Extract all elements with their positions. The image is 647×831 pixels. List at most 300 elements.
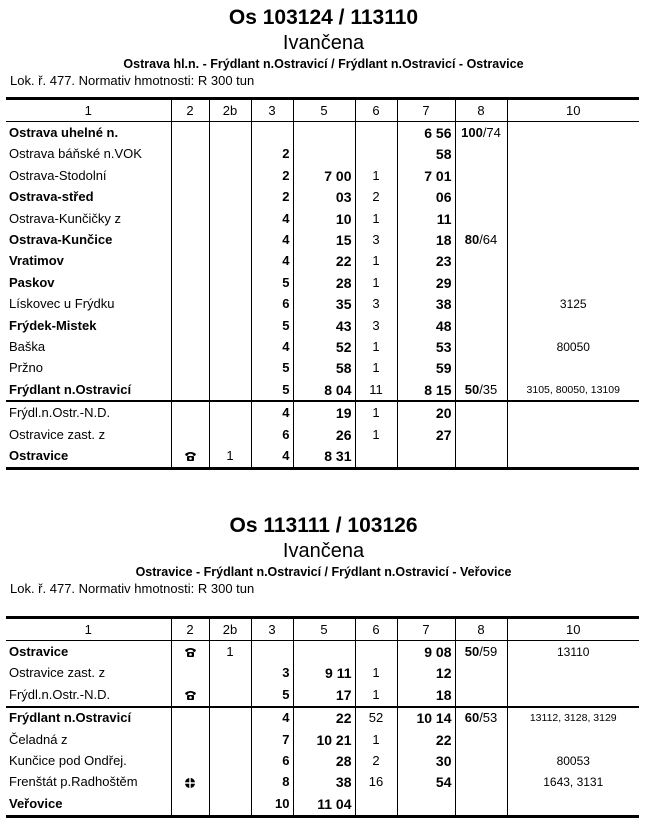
connection-notes-cell bbox=[507, 729, 639, 750]
stop-duration-cell bbox=[355, 144, 397, 165]
arrival-time-cell: 22 bbox=[293, 707, 355, 729]
speed-cell bbox=[455, 707, 507, 729]
column-2-cell bbox=[171, 707, 209, 729]
station-name bbox=[6, 663, 171, 684]
speed-min: /35 bbox=[479, 381, 498, 397]
arrival-time-cell bbox=[293, 144, 355, 165]
stop-duration-cell bbox=[355, 122, 397, 144]
table-row bbox=[6, 251, 639, 272]
station-label: Frýdek-Mistek bbox=[9, 317, 97, 333]
speed-max: 100 bbox=[461, 125, 483, 141]
station-name bbox=[6, 684, 171, 706]
stop-duration-cell: 1 bbox=[355, 401, 397, 423]
station-label: Frýdl.n.Ostr.-N.D. bbox=[9, 405, 111, 421]
arrival-time-cell: 43 bbox=[293, 315, 355, 336]
column-header: 3 bbox=[251, 618, 293, 641]
column-2-cell bbox=[171, 379, 209, 401]
column-2-cell bbox=[171, 294, 209, 315]
station-label: Ostravice bbox=[9, 644, 69, 660]
station-name bbox=[6, 315, 171, 336]
column-2-cell bbox=[171, 401, 209, 423]
column-2b-cell bbox=[209, 208, 251, 229]
speed-cell bbox=[455, 379, 507, 401]
header-row bbox=[6, 618, 639, 641]
run-time-cell: 8 bbox=[251, 772, 293, 793]
departure-time-cell: 27 bbox=[397, 424, 455, 445]
column-header: 6 bbox=[355, 618, 397, 641]
column-header: 10 bbox=[507, 99, 639, 122]
departure-time-cell: 23 bbox=[397, 251, 455, 272]
column-2-cell bbox=[171, 358, 209, 379]
column-2b-cell bbox=[209, 294, 251, 315]
speed-cell bbox=[455, 793, 507, 816]
arrival-time-cell: 7 00 bbox=[293, 165, 355, 186]
column-2-cell bbox=[171, 165, 209, 186]
connection-notes-cell bbox=[507, 144, 639, 165]
departure-time-cell: 7 01 bbox=[397, 165, 455, 186]
run-time-cell: 2 bbox=[251, 144, 293, 165]
speed-max: 50 bbox=[464, 381, 480, 397]
run-time-cell: 3 bbox=[251, 663, 293, 684]
column-2b-cell bbox=[209, 707, 251, 729]
run-time-cell: 7 bbox=[251, 729, 293, 750]
stop-duration-cell: 1 bbox=[355, 684, 397, 706]
column-header: 6 bbox=[355, 99, 397, 122]
station-label: Ostrava-Stodolní bbox=[9, 167, 107, 183]
arrival-time-cell: 03 bbox=[293, 187, 355, 208]
train-number-title: Os 113111 / 103126 bbox=[229, 514, 418, 537]
speed-min: /64 bbox=[479, 232, 498, 248]
arrival-time-cell: 26 bbox=[293, 424, 355, 445]
speed-cell bbox=[455, 122, 507, 144]
timetable-table bbox=[6, 97, 639, 470]
station-name bbox=[6, 445, 171, 468]
stop-duration-cell: 1 bbox=[355, 208, 397, 229]
departure-time-cell: 18 bbox=[397, 229, 455, 250]
station-label: Ostrava-střed bbox=[9, 189, 94, 205]
station-label: Frýdlant n.Ostravicí bbox=[9, 710, 132, 726]
station-name bbox=[6, 229, 171, 250]
run-time-cell: 6 bbox=[251, 424, 293, 445]
train-name: Ivančena bbox=[282, 540, 365, 562]
station-name bbox=[6, 729, 171, 750]
arrival-time-cell: 9 11 bbox=[293, 663, 355, 684]
departure-time-cell: 58 bbox=[397, 144, 455, 165]
connection-notes-cell: 3105, 80050, 13109 bbox=[507, 379, 639, 401]
station-name bbox=[6, 424, 171, 445]
connection-notes-cell bbox=[507, 684, 639, 706]
column-2b-cell bbox=[209, 358, 251, 379]
connection-notes-cell: 80053 bbox=[507, 750, 639, 771]
run-time-cell: 4 bbox=[251, 208, 293, 229]
departure-time-cell: 12 bbox=[397, 663, 455, 684]
connection-notes-cell bbox=[507, 122, 639, 144]
column-2-cell bbox=[171, 187, 209, 208]
connection-notes-cell bbox=[507, 445, 639, 468]
station-label: Kunčice pod Ondřej. bbox=[9, 753, 127, 769]
arrival-time-cell: 15 bbox=[293, 229, 355, 250]
timetable-section-2 bbox=[0, 514, 647, 812]
column-header: 8 bbox=[455, 618, 507, 641]
connection-notes-cell bbox=[507, 315, 639, 336]
speed-cell bbox=[455, 401, 507, 423]
speed-cell bbox=[455, 729, 507, 750]
column-2b-cell bbox=[209, 684, 251, 706]
station-label: Frýdlant n.Ostravicí bbox=[9, 381, 132, 397]
station-name bbox=[6, 294, 171, 315]
column-2b-cell bbox=[209, 229, 251, 250]
departure-time-cell: 9 08 bbox=[397, 641, 455, 663]
column-2-cell bbox=[171, 750, 209, 771]
stop-duration-cell: 3 bbox=[355, 294, 397, 315]
locomotive-info: Lok. ř. 477. Normativ hmotnosti: R 300 tun bbox=[10, 581, 255, 596]
stop-duration-cell: 1 bbox=[355, 272, 397, 293]
connection-notes-cell: 1643, 3131 bbox=[507, 772, 639, 793]
table-row bbox=[6, 122, 639, 144]
arrival-time-cell bbox=[293, 641, 355, 663]
run-time-cell: 5 bbox=[251, 315, 293, 336]
run-time-cell: 5 bbox=[251, 358, 293, 379]
departure-time-cell: 59 bbox=[397, 358, 455, 379]
stop-duration-cell bbox=[355, 641, 397, 663]
station-label: Veřovice bbox=[9, 795, 63, 811]
connection-notes-cell bbox=[507, 229, 639, 250]
station-name bbox=[6, 707, 171, 729]
arrival-time-cell: 17 bbox=[293, 684, 355, 706]
stop-duration-cell: 2 bbox=[355, 187, 397, 208]
departure-time-cell: 06 bbox=[397, 187, 455, 208]
run-time-cell: 6 bbox=[251, 294, 293, 315]
column-2-cell bbox=[171, 663, 209, 684]
departure-time-cell: 20 bbox=[397, 401, 455, 423]
table-row bbox=[6, 641, 639, 663]
departure-time-cell: 11 bbox=[397, 208, 455, 229]
speed-min: /74 bbox=[482, 125, 501, 141]
column-header: 5 bbox=[293, 618, 355, 641]
crosshair-icon bbox=[184, 777, 196, 789]
column-header: 2 bbox=[171, 618, 209, 641]
speed-max: 50 bbox=[464, 644, 480, 660]
header-row bbox=[6, 99, 639, 122]
speed-cell bbox=[455, 772, 507, 793]
speed-min: /53 bbox=[479, 710, 498, 726]
speed-cell bbox=[455, 663, 507, 684]
station-label: Frenštát p.Radhoštěm bbox=[9, 774, 138, 790]
column-2b-cell bbox=[209, 144, 251, 165]
arrival-time-cell: 11 04 bbox=[293, 793, 355, 816]
route-description: Ostrava hl.n. - Frýdlant n.Ostravicí / Frýdlant n.Ostravicí - Ostravice bbox=[123, 57, 524, 71]
station-label: Baška bbox=[9, 338, 46, 354]
station-name bbox=[6, 122, 171, 144]
stop-duration-cell: 1 bbox=[355, 663, 397, 684]
table-row bbox=[6, 229, 639, 250]
column-header: 7 bbox=[397, 618, 455, 641]
table-row bbox=[6, 793, 639, 816]
connection-notes-cell bbox=[507, 208, 639, 229]
arrival-time-cell: 58 bbox=[293, 358, 355, 379]
table-row bbox=[6, 187, 639, 208]
stop-duration-cell: 1 bbox=[355, 336, 397, 357]
departure-time-cell: 18 bbox=[397, 684, 455, 706]
run-time-cell: 4 bbox=[251, 251, 293, 272]
departure-time-cell: 10 14 bbox=[397, 707, 455, 729]
column-header: 3 bbox=[251, 99, 293, 122]
station-name bbox=[6, 379, 171, 401]
table-row bbox=[6, 144, 639, 165]
speed-cell bbox=[455, 294, 507, 315]
station-label: Ostrava uhelné n. bbox=[9, 125, 119, 141]
column-header: 2 bbox=[171, 99, 209, 122]
station-name bbox=[6, 272, 171, 293]
table-row bbox=[6, 315, 639, 336]
speed-cell bbox=[455, 684, 507, 706]
station-name bbox=[6, 358, 171, 379]
station-name bbox=[6, 750, 171, 771]
departure-time-cell: 6 56 bbox=[397, 122, 455, 144]
station-name bbox=[6, 772, 171, 793]
table-row bbox=[6, 358, 639, 379]
column-2b-cell bbox=[209, 272, 251, 293]
column-2b-cell bbox=[209, 122, 251, 144]
speed-cell bbox=[455, 641, 507, 663]
speed-max: 60 bbox=[464, 710, 480, 726]
departure-time-cell: 53 bbox=[397, 336, 455, 357]
stop-duration-cell: 1 bbox=[355, 358, 397, 379]
speed-cell bbox=[455, 251, 507, 272]
table-row bbox=[6, 772, 639, 793]
station-label: Ostrava-Kunčice bbox=[9, 232, 113, 248]
table-row bbox=[6, 684, 639, 706]
stop-duration-cell: 1 bbox=[355, 165, 397, 186]
arrival-time-cell: 38 bbox=[293, 772, 355, 793]
column-header: 1 bbox=[6, 99, 171, 122]
arrival-time-cell: 10 21 bbox=[293, 729, 355, 750]
speed-cell bbox=[455, 144, 507, 165]
table-row bbox=[6, 401, 639, 423]
station-name bbox=[6, 165, 171, 186]
column-2b-cell bbox=[209, 401, 251, 423]
station-label: Ostravice bbox=[9, 447, 69, 463]
speed-cell bbox=[455, 750, 507, 771]
column-2b-cell: 1 bbox=[209, 641, 251, 663]
table-row bbox=[6, 729, 639, 750]
column-2-cell bbox=[171, 272, 209, 293]
departure-time-cell: 30 bbox=[397, 750, 455, 771]
stop-duration-cell: 3 bbox=[355, 229, 397, 250]
run-time-cell: 6 bbox=[251, 750, 293, 771]
departure-time-cell: 22 bbox=[397, 729, 455, 750]
table-row bbox=[6, 208, 639, 229]
column-2-cell bbox=[171, 208, 209, 229]
column-2-cell bbox=[171, 729, 209, 750]
speed-cell bbox=[455, 229, 507, 250]
table-row bbox=[6, 379, 639, 401]
speed-cell bbox=[455, 165, 507, 186]
connection-notes-cell bbox=[507, 272, 639, 293]
route-description: Ostravice - Frýdlant n.Ostravicí / Frýdlant n.Ostravicí - Veřovice bbox=[135, 565, 512, 579]
arrival-time-cell: 19 bbox=[293, 401, 355, 423]
telephone-icon bbox=[184, 451, 197, 462]
connection-notes-cell bbox=[507, 165, 639, 186]
run-time-cell bbox=[251, 641, 293, 663]
column-2b-cell bbox=[209, 251, 251, 272]
arrival-time-cell: 28 bbox=[293, 272, 355, 293]
departure-time-cell: 48 bbox=[397, 315, 455, 336]
stop-duration-cell: 1 bbox=[355, 729, 397, 750]
stop-duration-cell bbox=[355, 793, 397, 816]
speed-cell bbox=[455, 187, 507, 208]
connection-notes-cell bbox=[507, 424, 639, 445]
column-2b-cell bbox=[209, 424, 251, 445]
station-label: Čeladná z bbox=[9, 731, 68, 747]
departure-time-cell: 54 bbox=[397, 772, 455, 793]
locomotive-info: Lok. ř. 477. Normativ hmotnosti: R 300 tun bbox=[10, 73, 255, 88]
connection-notes-cell bbox=[507, 358, 639, 379]
column-2-cell bbox=[171, 122, 209, 144]
arrival-time-cell: 10 bbox=[293, 208, 355, 229]
column-header: 7 bbox=[397, 99, 455, 122]
departure-time-cell bbox=[397, 793, 455, 816]
connection-notes-cell: 13110 bbox=[507, 641, 639, 663]
column-2b-cell: 1 bbox=[209, 445, 251, 468]
stop-duration-cell: 11 bbox=[355, 379, 397, 401]
connection-notes-cell bbox=[507, 251, 639, 272]
station-name bbox=[6, 144, 171, 165]
station-name bbox=[6, 401, 171, 423]
table-row bbox=[6, 294, 639, 315]
stop-duration-cell: 3 bbox=[355, 315, 397, 336]
speed-cell bbox=[455, 272, 507, 293]
station-name bbox=[6, 251, 171, 272]
connection-notes-cell bbox=[507, 401, 639, 423]
run-time-cell: 4 bbox=[251, 707, 293, 729]
column-2-cell bbox=[171, 315, 209, 336]
run-time-cell: 4 bbox=[251, 336, 293, 357]
arrival-time-cell bbox=[293, 122, 355, 144]
column-2b-cell bbox=[209, 729, 251, 750]
column-2b-cell bbox=[209, 165, 251, 186]
table-row bbox=[6, 750, 639, 771]
speed-max: 80 bbox=[464, 232, 480, 248]
table-row bbox=[6, 272, 639, 293]
speed-cell bbox=[455, 315, 507, 336]
station-name bbox=[6, 641, 171, 663]
run-time-cell: 2 bbox=[251, 165, 293, 186]
connection-notes-cell: 3125 bbox=[507, 294, 639, 315]
column-2-cell bbox=[171, 641, 209, 663]
stop-duration-cell: 2 bbox=[355, 750, 397, 771]
station-label: Frýdl.n.Ostr.-N.D. bbox=[9, 686, 111, 702]
speed-cell bbox=[455, 445, 507, 468]
column-2-cell bbox=[171, 445, 209, 468]
station-label: Ostravice zast. z bbox=[9, 665, 106, 681]
column-2-cell bbox=[171, 251, 209, 272]
column-2b-cell bbox=[209, 772, 251, 793]
station-label: Ostrava báňské n.VOK bbox=[9, 146, 142, 162]
train-name: Ivančena bbox=[282, 32, 365, 54]
arrival-time-cell: 8 31 bbox=[293, 445, 355, 468]
table-row bbox=[6, 707, 639, 729]
column-header: 2b bbox=[209, 618, 251, 641]
run-time-cell: 10 bbox=[251, 793, 293, 816]
run-time-cell: 4 bbox=[251, 445, 293, 468]
departure-time-cell: 8 15 bbox=[397, 379, 455, 401]
run-time-cell: 2 bbox=[251, 187, 293, 208]
speed-cell bbox=[455, 336, 507, 357]
connection-notes-cell: 13112, 3128, 3129 bbox=[507, 707, 639, 729]
column-2-cell bbox=[171, 684, 209, 706]
table-row bbox=[6, 165, 639, 186]
column-header: 2b bbox=[209, 99, 251, 122]
column-2b-cell bbox=[209, 663, 251, 684]
station-label: Paskov bbox=[9, 274, 55, 290]
station-name bbox=[6, 336, 171, 357]
table-row bbox=[6, 424, 639, 445]
run-time-cell: 4 bbox=[251, 401, 293, 423]
column-2b-cell bbox=[209, 187, 251, 208]
station-label: Ostrava-Kunčičky z bbox=[9, 210, 121, 226]
arrival-time-cell: 35 bbox=[293, 294, 355, 315]
column-2-cell bbox=[171, 772, 209, 793]
speed-cell bbox=[455, 358, 507, 379]
speed-cell bbox=[455, 424, 507, 445]
station-label: Pržno bbox=[9, 360, 43, 376]
station-label: Ostravice zast. z bbox=[9, 426, 106, 442]
column-2-cell bbox=[171, 793, 209, 816]
timetable-table bbox=[6, 616, 639, 818]
departure-time-cell bbox=[397, 445, 455, 468]
column-2-cell bbox=[171, 144, 209, 165]
column-2-cell bbox=[171, 424, 209, 445]
departure-time-cell: 38 bbox=[397, 294, 455, 315]
column-2-cell bbox=[171, 229, 209, 250]
stop-duration-cell bbox=[355, 445, 397, 468]
run-time-cell: 5 bbox=[251, 272, 293, 293]
station-label: Vratimov bbox=[9, 253, 64, 269]
table-row bbox=[6, 445, 639, 468]
arrival-time-cell: 8 04 bbox=[293, 379, 355, 401]
arrival-time-cell: 22 bbox=[293, 251, 355, 272]
run-time-cell: 5 bbox=[251, 684, 293, 706]
run-time-cell bbox=[251, 122, 293, 144]
table-row bbox=[6, 336, 639, 357]
train-number-title: Os 103124 / 113110 bbox=[228, 6, 419, 29]
column-header: 5 bbox=[293, 99, 355, 122]
run-time-cell: 5 bbox=[251, 379, 293, 401]
table-row bbox=[6, 663, 639, 684]
station-label: Lískovec u Frýdku bbox=[9, 296, 115, 312]
departure-time-cell: 29 bbox=[397, 272, 455, 293]
column-header: 1 bbox=[6, 618, 171, 641]
column-2b-cell bbox=[209, 793, 251, 816]
column-2b-cell bbox=[209, 315, 251, 336]
arrival-time-cell: 28 bbox=[293, 750, 355, 771]
stop-duration-cell: 16 bbox=[355, 772, 397, 793]
stop-duration-cell: 52 bbox=[355, 707, 397, 729]
speed-cell bbox=[455, 208, 507, 229]
column-header: 10 bbox=[507, 618, 639, 641]
stop-duration-cell: 1 bbox=[355, 424, 397, 445]
speed-min: /59 bbox=[479, 644, 498, 660]
connection-notes-cell bbox=[507, 663, 639, 684]
column-2b-cell bbox=[209, 379, 251, 401]
arrival-time-cell: 52 bbox=[293, 336, 355, 357]
station-name bbox=[6, 208, 171, 229]
connection-notes-cell bbox=[507, 793, 639, 816]
column-2b-cell bbox=[209, 336, 251, 357]
station-name bbox=[6, 793, 171, 816]
run-time-cell: 4 bbox=[251, 229, 293, 250]
